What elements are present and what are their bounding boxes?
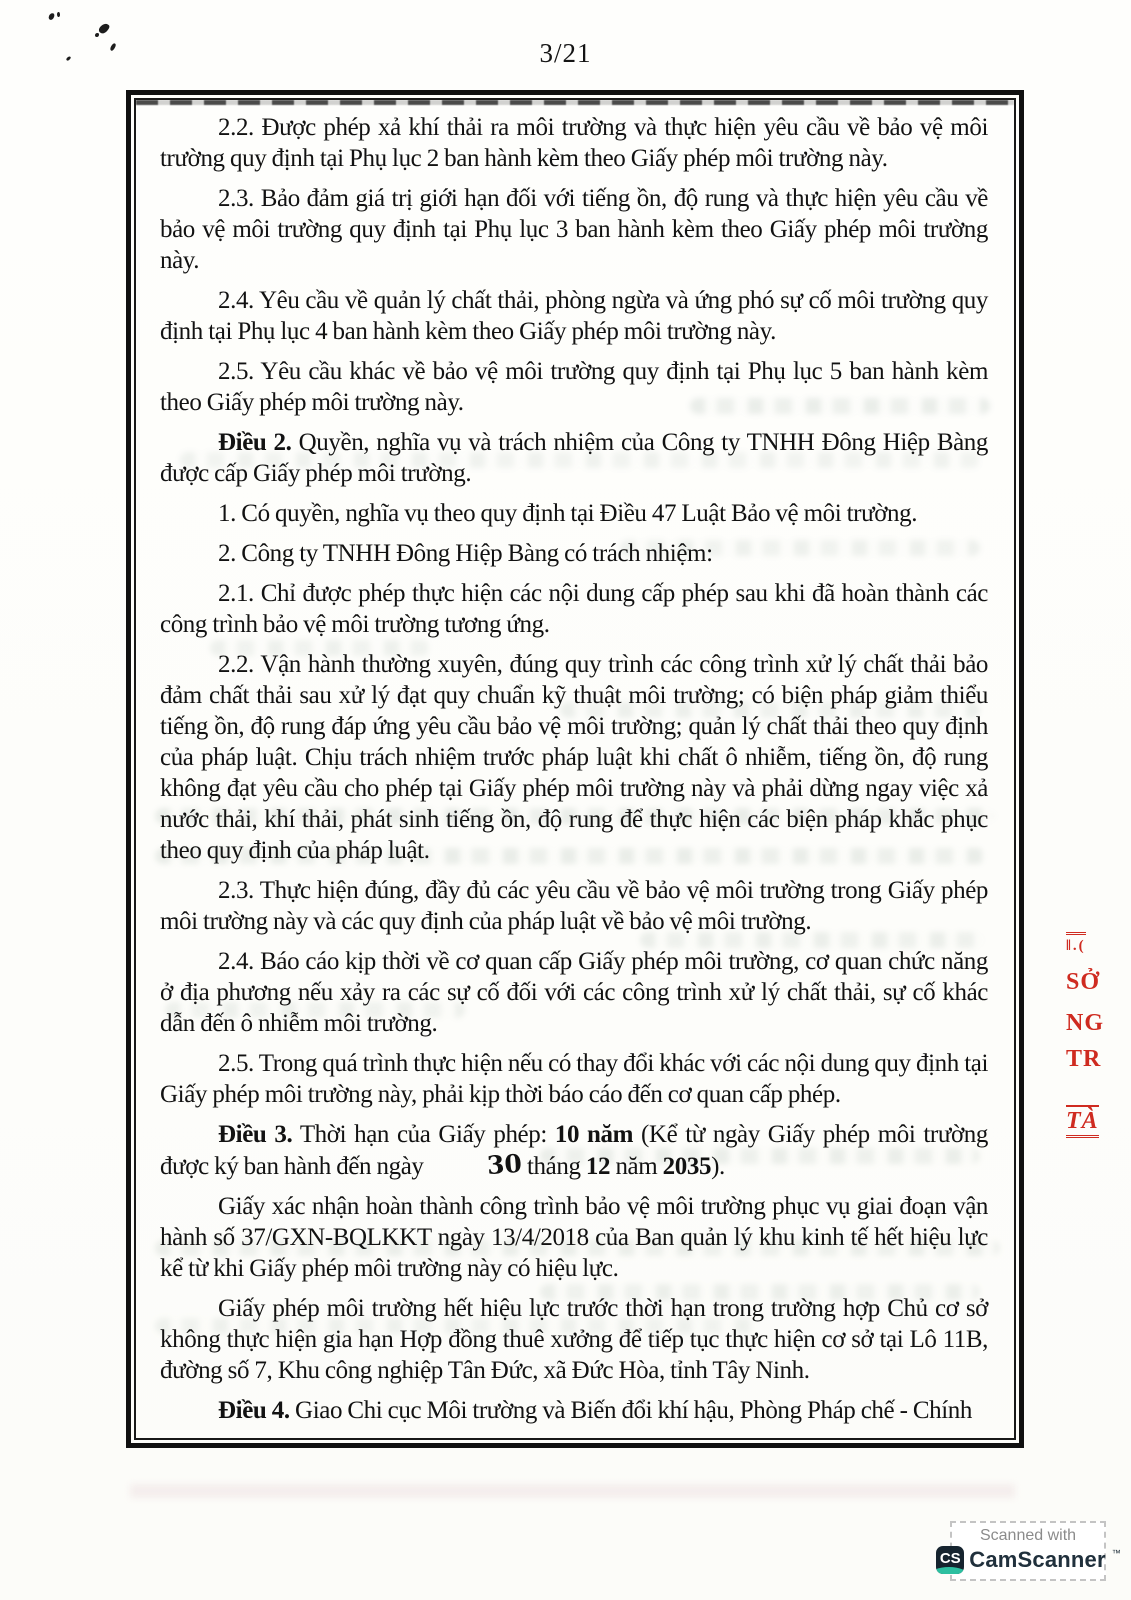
camscanner-watermark <box>939 1521 1121 1581</box>
stamp-marks: ‖.( <box>1066 932 1086 954</box>
clause-2-5-other-requirements <box>160 356 988 418</box>
clause-2-2-operation <box>160 649 988 866</box>
clause-2-2-air-emission <box>160 112 988 174</box>
article-3-duration-paragraph <box>160 1119 988 1182</box>
ink-speck <box>98 22 111 36</box>
camscanner-logo-letters: CS <box>939 1549 961 1567</box>
expiry-year: 2035 <box>662 1153 712 1180</box>
item-2-responsibilities <box>160 538 988 569</box>
clause-text: Giấy xác nhận hoàn thành công trình bảo vệ môi trường phục vụ giai đoạn vận hành số 37/GXN-BQLKKT ngày 13/4/2018 của Ban quản lý khu kinh tế hết hiệu lực kể từ khi Giấy phép môi trường này có hiệu lực. <box>160 1193 988 1282</box>
clause-text: 2.5. Trong quá trình thực hiện nếu có thay đổi khác với các nội dung quy định tại Giấy phép môi trường này, phải kịp thời báo cáo đến cơ quan cấp phép. <box>160 1050 988 1108</box>
clause-2-5-change-reporting <box>160 1048 988 1110</box>
ink-speck <box>48 12 55 20</box>
clause-2-3-compliance <box>160 875 988 937</box>
document-body <box>136 100 1014 1426</box>
stamp-text-ta: TÀ <box>1066 1105 1099 1138</box>
stamp-text-so: SỞ <box>1066 969 1101 995</box>
article-3-text: năm <box>610 1153 663 1180</box>
trademark-symbol: ™ <box>1111 1547 1121 1558</box>
article-4-text: Giao Chi cục Môi trường và Biến đổi khí hậu, Phòng Pháp chế - Chính <box>289 1397 972 1424</box>
document-border-frame <box>126 90 1024 1448</box>
stamp-text-ng: NG <box>1066 1010 1104 1036</box>
clause-text: 2. Công ty TNHH Đông Hiệp Bàng có trách nhiệm: <box>218 540 713 567</box>
article-2-text: Quyền, nghĩa vụ và trách nhiệm của Công ty TNHH Đông Hiệp Bàng được cấp Giấy phép môi trường. <box>160 429 988 487</box>
expiry-month: 12 <box>585 1153 611 1180</box>
clause-text: 2.2. Được phép xả khí thải ra môi trường và thực hiện yêu cầu về bảo vệ môi trường quy định tại Phụ lục 2 ban hành kèm theo Giấy phép môi trường này. <box>160 114 988 172</box>
ink-speck <box>95 33 99 37</box>
clause-text: 2.4. Báo cáo kịp thời về cơ quan cấp Giấy phép môi trường, cơ quan chức năng ở địa phương nếu xảy ra các sự cố đối với các công trình xử lý chất thải, sự cố khác dẫn đến ô nhiễm môi trường. <box>160 948 988 1037</box>
clause-2-1-permitted-contents <box>160 578 988 640</box>
clause-text: Giấy phép môi trường hết hiệu lực trước thời hạn trong trường hợp Chủ cơ sở không thực hiện gia hạn Hợp đồng thuê xưởng để tiếp tục thực hiện cơ sở tại Lô 11B, đường số 7, Khu công nghiệp Tân Đức, xã Đức Hòa, tỉnh Tây Ninh. <box>160 1295 988 1384</box>
article-3-text: Thời hạn của Giấy phép: <box>292 1121 555 1148</box>
camscanner-brand-row <box>936 1546 1120 1574</box>
camscanner-brand-name: CamScanner <box>969 1547 1106 1572</box>
camscanner-logo-icon <box>936 1546 964 1574</box>
ink-speck <box>57 12 61 17</box>
scan-smudge-artifact <box>130 1484 1015 1498</box>
clause-text: 2.2. Vận hành thường xuyên, đúng quy trình các công trình xử lý chất thải bảo đảm chất thải sau xử lý đạt quy chuẩn kỹ thuật môi trường; có biện pháp giảm thiểu tiếng ồn, độ rung đáp ứng yêu cầu bảo vệ môi trường; quản lý chất thải theo quy định của pháp luật. Chịu trách nhiệm trước pháp luật khi chất ô nhiễm, tiếng ồn, độ rung không đạt yêu cầu cho phép tại Giấy phép môi trường này và phải dừng ngay việc xả nước thải, khí thải, phát sinh tiếng ồn, độ rung để thực hiện các biện pháp khắc phục theo quy định của pháp luật. <box>160 651 988 864</box>
article-4-heading-paragraph <box>160 1395 988 1426</box>
article-4-label: Điều 4. <box>218 1397 290 1424</box>
article-2-label: Điều 2. <box>218 429 292 456</box>
red-stamp-fragment <box>1066 932 1110 1138</box>
article-3-text: (Kể từ ngày Giấy phép môi trường được ký ban hành đến ngày <box>160 1121 988 1180</box>
clause-2-3-noise-vibration <box>160 183 988 276</box>
clause-text: 2.4. Yêu cầu về quản lý chất thải, phòng ngừa và ứng phó sự cố môi trường quy định tại Phụ lục 4 ban hành kèm theo Giấy phép môi trường này. <box>160 287 988 345</box>
article-3-label: Điều 3. <box>218 1121 293 1148</box>
clause-text: 2.3. Bảo đảm giá trị giới hạn đối với tiếng ồn, độ rung và thực hiện yêu cầu về bảo vệ môi trường quy định tại Phụ lục 3 ban hành kèm theo Giấy phép môi trường này. <box>160 185 988 274</box>
stamp-text-tr: TR <box>1066 1046 1102 1072</box>
clause-text: 2.1. Chỉ được phép thực hiện các nội dung cấp phép sau khi đã hoàn thành các công trình bảo vệ môi trường tương ứng. <box>160 580 988 638</box>
clause-2-4-incident-reporting <box>160 946 988 1039</box>
duration-value: 10 năm <box>554 1121 634 1148</box>
document-border-inner <box>134 98 1016 1440</box>
article-3-text: ). <box>711 1153 725 1180</box>
paragraph-prior-certificate <box>160 1191 988 1284</box>
article-3-text: tháng <box>521 1153 586 1180</box>
item-1-rights <box>160 498 988 529</box>
clause-text: 1. Có quyền, nghĩa vụ theo quy định tại Điều 47 Luật Bảo vệ môi trường. <box>218 500 918 527</box>
handwritten-day: 30 <box>485 1148 523 1181</box>
page-number: 3/21 <box>539 38 592 68</box>
paragraph-early-expiry <box>160 1293 988 1386</box>
clause-2-4-waste-management <box>160 285 988 347</box>
scanned-with-label: Scanned with <box>979 1527 1077 1544</box>
clause-text: 2.5. Yêu cầu khác về bảo vệ môi trường quy định tại Phụ lục 5 ban hành kèm theo Giấy phép môi trường này. <box>160 358 988 416</box>
article-2-heading-paragraph <box>160 427 988 489</box>
clause-text: 2.3. Thực hiện đúng, đầy đủ các yêu cầu về bảo vệ môi trường trong Giấy phép môi trường này và các quy định của pháp luật về bảo vệ môi trường. <box>160 877 988 935</box>
